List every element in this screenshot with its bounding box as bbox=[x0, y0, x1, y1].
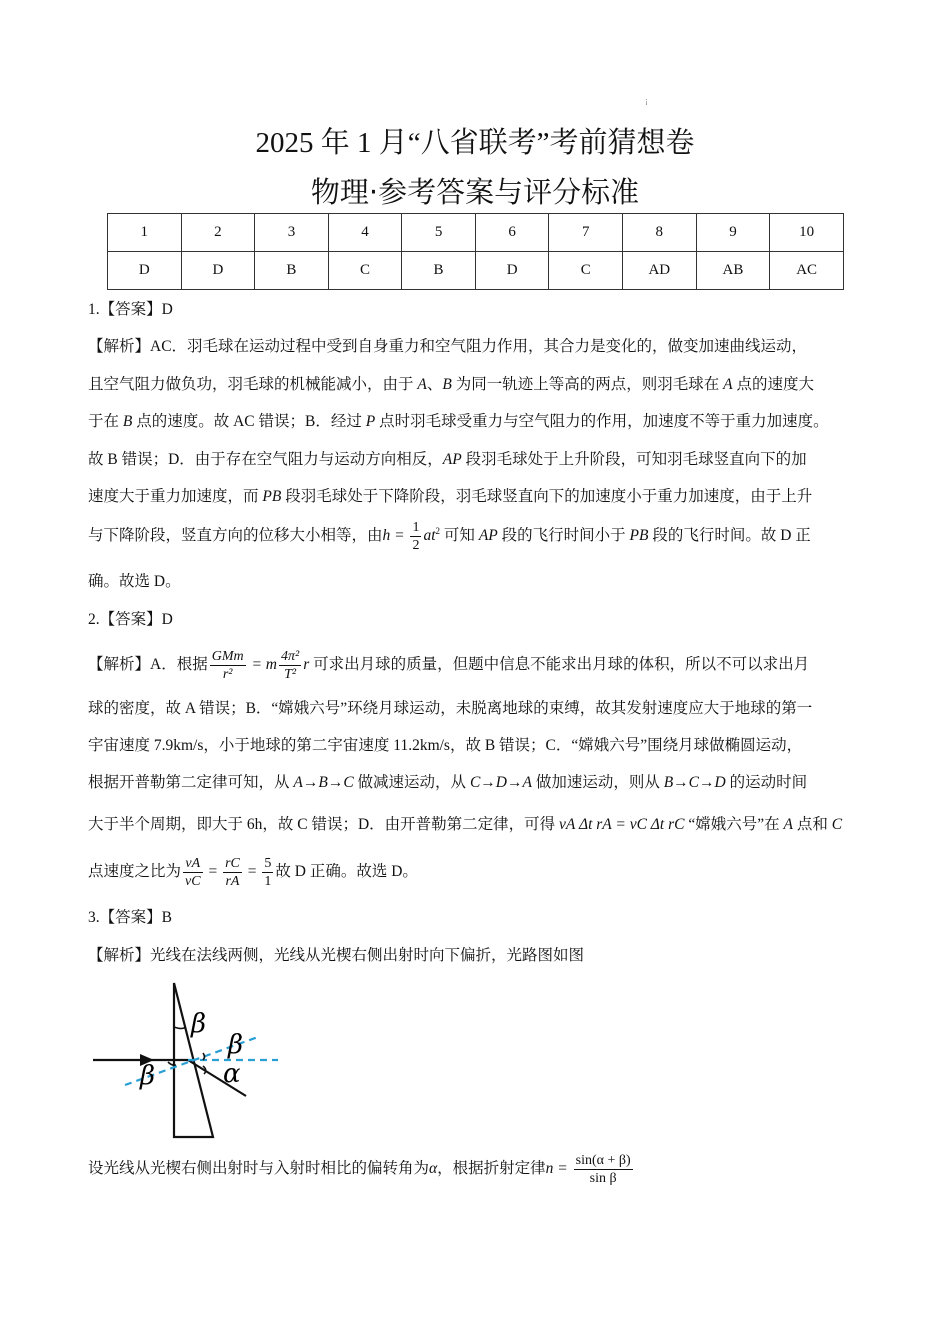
optical-wedge-diagram bbox=[88, 980, 288, 1145]
table-cell: B bbox=[402, 252, 476, 290]
formula: h = bbox=[382, 527, 409, 545]
table-cell: D bbox=[475, 252, 549, 290]
table-cell: AC bbox=[770, 252, 844, 290]
table-cell: 5 bbox=[402, 214, 476, 252]
table-cell: 1 bbox=[108, 214, 182, 252]
var: C→D→A bbox=[469, 774, 532, 791]
table-cell: 8 bbox=[622, 214, 696, 252]
q1-analysis-line: 确。故选 D。 bbox=[88, 573, 181, 590]
fraction bbox=[279, 648, 301, 683]
table-cell: D bbox=[108, 252, 182, 290]
var: α bbox=[429, 1160, 438, 1178]
numerator: 4π² bbox=[281, 649, 300, 664]
table-cell: 3 bbox=[255, 214, 329, 252]
text: 、 bbox=[426, 376, 443, 393]
numerator: 1 bbox=[412, 520, 420, 536]
numerator: vA bbox=[183, 855, 203, 873]
table-cell: 4 bbox=[328, 214, 402, 252]
table-cell: 7 bbox=[549, 214, 623, 252]
denominator: vC bbox=[185, 874, 201, 889]
answer-table bbox=[107, 213, 844, 290]
corner-mark: ¡ bbox=[645, 96, 648, 105]
text: 于在 bbox=[88, 413, 123, 430]
page-subtitle: 物理·参考答案与评分标准 bbox=[310, 175, 640, 209]
text: 且空气阻力做负功，羽毛球的机械能减小，由于 bbox=[88, 376, 418, 393]
table-cell: D bbox=[181, 252, 255, 290]
q1-analysis-line bbox=[88, 412, 829, 432]
q1-analysis-line bbox=[88, 450, 807, 470]
var: PB bbox=[262, 488, 282, 505]
numerator: sin(α + β) bbox=[575, 1153, 631, 1168]
q2-analysis-line: 宇宙速度 7.9km/s，小于地球的第二宇宙速度 11.2km/s，故 B 错误；C．“嫦娥六号”围绕月球做椭圆运动， bbox=[88, 737, 803, 754]
fraction bbox=[223, 855, 242, 890]
var: A bbox=[417, 376, 427, 393]
denominator: 1 bbox=[264, 874, 272, 889]
table-cell: B bbox=[255, 252, 329, 290]
q2-answer: 2.【答案】D bbox=[88, 611, 173, 628]
var: AP bbox=[478, 527, 498, 545]
text: 与下降阶段，竖直方向的位移大小相等，由 bbox=[88, 527, 383, 545]
formula: n = bbox=[545, 1160, 572, 1178]
var: B bbox=[122, 413, 133, 430]
q3-analysis-line bbox=[88, 1152, 635, 1187]
denominator: 2 bbox=[412, 538, 420, 554]
answer-table-header-row bbox=[108, 214, 844, 252]
denominator: T² bbox=[284, 667, 297, 682]
text: 的运动时间 bbox=[725, 774, 808, 791]
beta-label: β bbox=[228, 1030, 244, 1060]
var: B bbox=[442, 376, 452, 393]
text: “嫦娥六号”在 bbox=[684, 816, 784, 833]
text: 段的飞行时间。故 D 正 bbox=[648, 527, 811, 545]
text: 可求出月球的质量，但题中信息不能求出月球的体积，所以不可以求出月 bbox=[309, 656, 810, 674]
alpha-label: α bbox=[223, 1059, 241, 1089]
page-title: 2025 年 1 月“八省联考”考前猜想卷 bbox=[255, 127, 695, 159]
q3-answer: 3.【答案】B bbox=[88, 909, 172, 926]
text: 段羽毛球处于上升阶段，可知羽毛球竖直向下的加 bbox=[461, 451, 807, 468]
var: B→C→D bbox=[663, 774, 726, 791]
q1-answer: 1.【答案】D bbox=[88, 301, 173, 318]
var: A bbox=[783, 816, 793, 833]
var: A bbox=[723, 376, 733, 393]
numerator: 5 bbox=[264, 856, 272, 871]
table-cell: AB bbox=[696, 252, 770, 290]
q2-analysis-line bbox=[88, 773, 807, 793]
formula: r bbox=[303, 656, 310, 674]
denominator: r² bbox=[222, 667, 233, 682]
text: 点的速度。故 AC 错误；B．经过 bbox=[132, 413, 366, 430]
refraction-law-fraction bbox=[574, 1152, 633, 1187]
exponent: 2 bbox=[435, 526, 441, 536]
beta-label: β bbox=[191, 1009, 207, 1039]
text: 为同一轨迹上等高的两点，则羽毛球在 bbox=[451, 376, 724, 393]
q1-analysis-line bbox=[88, 375, 814, 395]
text: 设光线从光楔右侧出射时与入射时相比的偏转角为 bbox=[88, 1160, 430, 1178]
text: 点速度之比为 bbox=[88, 863, 182, 881]
table-cell: C bbox=[549, 252, 623, 290]
text: 可知 bbox=[440, 527, 479, 545]
q1-analysis-line bbox=[88, 487, 812, 507]
formula: at bbox=[423, 527, 436, 545]
fraction bbox=[210, 648, 246, 683]
text: 点和 bbox=[792, 816, 832, 833]
var: PB bbox=[629, 527, 649, 545]
fraction bbox=[410, 519, 421, 554]
q1-analysis-line: 【解析】AC．羽毛球在运动过程中受到自身重力和空气阻力作用，其合力是变化的，做变加速曲线运动， bbox=[88, 338, 808, 355]
text: 根据开普勒第二定律可知，从 bbox=[88, 774, 294, 791]
table-cell: AD bbox=[622, 252, 696, 290]
denominator: sin β bbox=[589, 1171, 617, 1186]
q3-analysis-line: 【解析】光线在法线两侧，光线从光楔右侧出射时向下偏折，光路图如图 bbox=[88, 947, 585, 964]
text: 【解析】A．根据 bbox=[88, 656, 208, 674]
formula: vA Δt rA = vC Δt rC bbox=[559, 816, 685, 833]
text: 段的飞行时间小于 bbox=[497, 527, 630, 545]
q2-analysis-line: 球的密度，故 A 错误；B．“嫦娥六号”环绕月球运动，未脱离地球的束缚，故其发射速度应大于地球的第一 bbox=[88, 700, 813, 717]
text: 点的速度大 bbox=[732, 376, 814, 393]
table-cell: 9 bbox=[696, 214, 770, 252]
answer-table-answer-row bbox=[108, 252, 844, 290]
fraction bbox=[262, 855, 273, 890]
text: ，根据折射定律 bbox=[437, 1160, 546, 1178]
text: 做减速运动，从 bbox=[353, 774, 470, 791]
fraction bbox=[183, 855, 203, 890]
numerator: GMm bbox=[211, 649, 244, 664]
text: 段羽毛球处于下降阶段，羽毛球竖直向下的加速度小于重力加速度，由于上升 bbox=[281, 488, 813, 505]
beta-label: β bbox=[140, 1061, 156, 1091]
q2-analysis-line bbox=[88, 648, 809, 683]
q2-analysis-line: 点速度之比为 $\frac{vA}{vC}$ = $\frac{rC}{rA}$ = $\frac{5}{1}$ 故 D 正确。故选 D。 bbox=[88, 856, 418, 889]
denominator: rA bbox=[225, 874, 240, 889]
text: 做加速运动，则从 bbox=[531, 774, 664, 791]
table-cell: 2 bbox=[181, 214, 255, 252]
formula: = m bbox=[247, 656, 277, 674]
var: A→B→C bbox=[293, 774, 354, 791]
var: C bbox=[831, 816, 843, 833]
table-cell: 6 bbox=[475, 214, 549, 252]
q1-analysis-line bbox=[88, 516, 811, 554]
text: 大于半个周期，即大于 6h，故 C 错误；D．由开普勒第二定律，可得 bbox=[88, 816, 560, 833]
text: 故 B 错误；D．由于存在空气阻力与运动方向相反， bbox=[88, 451, 443, 468]
q2-analysis-line bbox=[88, 815, 842, 835]
var: P bbox=[365, 413, 376, 430]
table-cell: 10 bbox=[770, 214, 844, 252]
var: AP bbox=[442, 451, 462, 468]
numerator: rC bbox=[225, 856, 240, 871]
table-cell: C bbox=[328, 252, 402, 290]
text: 点时羽毛球受重力与空气阻力的作用，加速度不等于重力加速度。 bbox=[375, 413, 829, 430]
text: 速度大于重力加速度，而 bbox=[88, 488, 263, 505]
text: 故 D 正确。故选 D。 bbox=[275, 863, 418, 881]
